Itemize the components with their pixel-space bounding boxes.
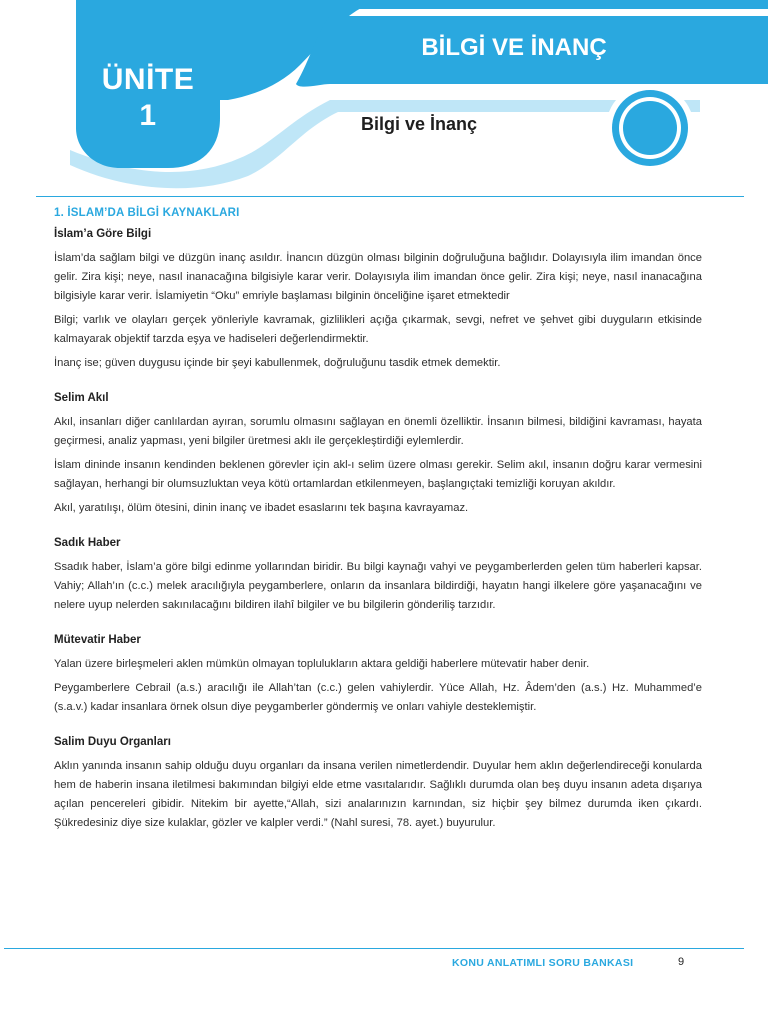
main-content xyxy=(54,207,702,838)
block-heading: Mütevatir Haber xyxy=(54,634,141,646)
unit-number: 1 xyxy=(139,99,157,132)
unit-label xyxy=(86,62,210,134)
section-title: 1. İSLAM’DA BİLGİ KAYNAKLARI xyxy=(54,207,240,219)
block-heading: Selim Akıl xyxy=(54,392,109,404)
paragraph: Peygamberlere Cebrail (a.s.) aracılığı ile Allah’tan (c.c.) gelen vahiylerdir. Yüce Allah, Hz. Âdem’den (a.s.) Hz. Muhammed’e (s.a.v.) kadar insanlara örnek olsun diye peygamberler göndermiş ve onları vahiyle desteklemiştir. xyxy=(54,682,702,713)
paragraph: Akıl, yaratılışı, ölüm ötesini, dinin inanç ve ibadet esaslarını tek başına kavrayamaz. xyxy=(54,502,469,514)
paragraph: Bilgi; varlık ve olayları gerçek yönleriyle kavramak, gizlilikleri açığa çıkarmak, sevgi, nefret ve şehvet gibi duyguların etkisinde kalmayarak objektif tarzda eşya ve hadiseleri değerlendirmektir. xyxy=(54,314,702,345)
footer-book-title: KONU ANLATIMLI SORU BANKASI xyxy=(452,957,634,969)
block-selim-akil xyxy=(54,392,702,518)
paragraph: Akıl, insanları diğer canlılardan ayıran, sorumlu olmasını sağlayan en önemli özelliktir. İnsanın bilmesi, bildiğini kavraması, hayata geçirmesi, analiz yapması, yeni bilgiler üretmesi aklı ile gerçekleştirdiği eylemlerdir. xyxy=(54,416,702,447)
page-subtitle: Bilgi ve İnanç xyxy=(361,114,478,134)
paragraph: İnanç ise; güven duygusu içinde bir şeyi kabullenmek, doğruluğunu tasdik etmek demektir. xyxy=(54,357,501,369)
block-salim-duyu-organlari xyxy=(54,736,702,833)
unit-word: ÜNİTE xyxy=(101,63,195,96)
paragraph: Yalan üzere birleşmeleri aklen mümkün olmayan toplulukların aktara geldiği haberlere mütevatir haber denir. xyxy=(54,658,590,670)
block-heading: Salim Duyu Organları xyxy=(54,736,171,748)
paragraph: Ssadık haber, İslam’a göre bilgi edinme yollarından biridir. Bu bilgi kaynağı vahyi ve peygamberlerden gelen tüm haberleri kapsar. Vahiy; Allah’ın (c.c.) melek aracılığıyla peygamberlere, onların da insanlara bildirdiği, hayatın hangi ilkelere göre yaşanacağını ve nelere uyup nelerden sakınılacağını bildiren ilahî bilgiler ve bu bilgilerin gönderiliş tarzıdır. xyxy=(54,561,702,611)
circle-emblem-core xyxy=(623,101,677,155)
page-number: 9 xyxy=(678,956,685,968)
top-divider xyxy=(36,196,744,197)
banner-title: BİLGİ VE İNANÇ xyxy=(421,34,607,61)
block-heading: Sadık Haber xyxy=(54,537,121,549)
bottom-divider xyxy=(4,948,744,949)
paragraph: İslam dininde insanın kendinden beklenen görevler için akl-ı selim üzere olması gerekir. Selim akıl, insanın doğru karar vermesini sağlayan, herhangi bir olumsuzluktan veya kötü ortamlardan etkilenmeyen, başlangıçtaki temizliği koruyan akıldır. xyxy=(54,459,702,490)
paragraph: İslam’da sağlam bilgi ve düzgün inanç asıldır. İnancın düzgün olması bilginin doğruluğuna bağlıdır. Dolayısıyla ilim imandan önce gelir. Zira kişi; neye, nasıl inanacağına bilgisiyle karar verir. Dolayısıyla ilim imandan önce gelir. Zira kişi; neye, nasıl inanacağına bilgisiyle karar verir. İslamiyetin “Oku” emriyle başlaması bilginin önceliğine işaret etmektedir xyxy=(54,252,702,302)
block-islama-gore-bilgi xyxy=(54,228,702,373)
paragraph: Aklın yanında insanın sahip olduğu duyu organları da insana verilen nimetlerdendir. Duyular hem aklın değerlendireceği konularda hem de haberin insana iletilmesi bakımından bilgiyi elde etme vasıtalarıdır. Sağlıklı durumda olan beş duyu insanın adeta dışarıya açılan pencereleri gibidir. Nitekim bir ayette,“Allah, sizi analarınızın karnından, siz hiçbir şey bilmez durumda iken çıkardı. Şükredesiniz diye size kulaklar, gözler ve kalpler verdi.” (Nahl suresi, 78. ayet.) buyurulur. xyxy=(54,760,702,829)
block-sadik-haber xyxy=(54,537,702,615)
block-mutevatir-haber xyxy=(54,634,702,717)
block-heading: İslam’a Göre Bilgi xyxy=(54,228,152,240)
